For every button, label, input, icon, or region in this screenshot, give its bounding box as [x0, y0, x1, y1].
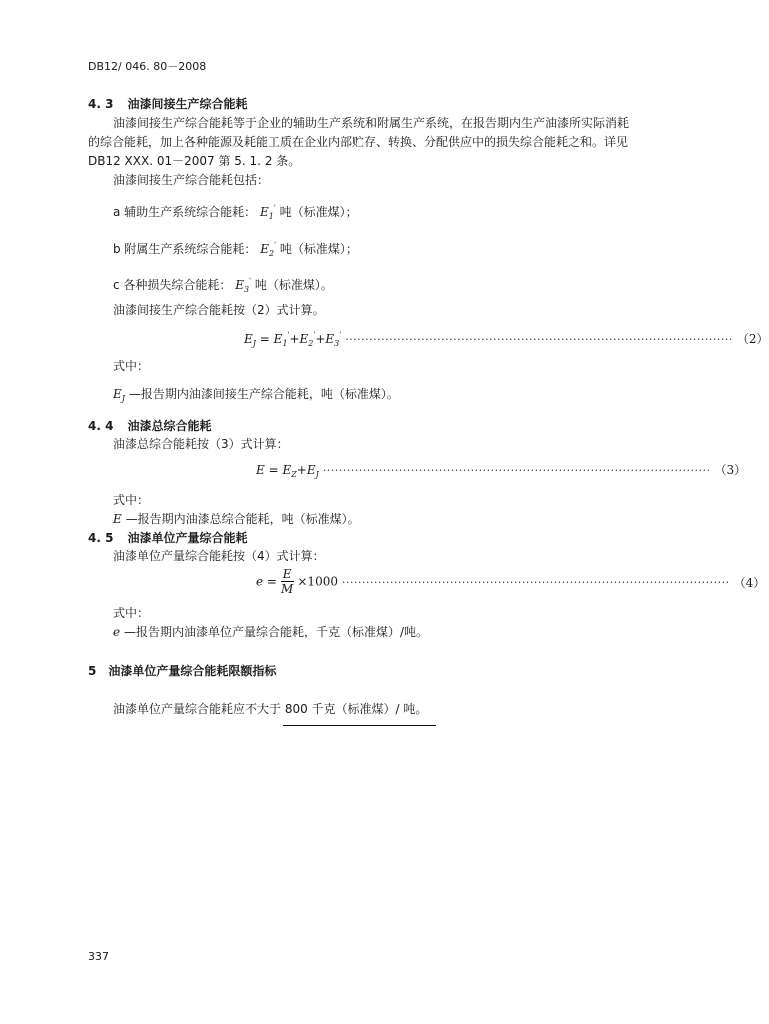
formula-expression: e = $\frac{E}{M}$ ×1000	[256, 567, 338, 596]
section-number: 4. 5	[88, 531, 114, 545]
leader-dots: ·································································································	[341, 575, 730, 589]
list-item-b: b 附属生产系统综合能耗： $E_2'$ 吨（标准煤）；	[113, 241, 358, 258]
section-title: 油漆间接生产综合能耗	[127, 97, 248, 111]
section-4-4-heading	[88, 418, 211, 434]
where-label: 式中：	[113, 606, 150, 620]
paragraph-line: DB12 XXX. 01－2007 第 5. 1. 2 条。	[88, 154, 301, 168]
section-4-5-heading	[88, 530, 247, 546]
formula-4	[256, 567, 766, 596]
definition-ej: $E_J$ —报告期内油漆间接生产综合能耗，吨（标准煤）。	[113, 387, 399, 403]
paragraph-line: 油漆间接生产综合能耗等于企业的辅助生产系统和附属生产系统，在报告期内生产油漆所实际消耗	[113, 116, 630, 130]
formula-intro: 油漆总综合能耗按（3）式计算：	[113, 437, 289, 451]
formula-intro: 油漆单位产量综合能耗按（4）式计算：	[113, 549, 325, 563]
symbol-e: E	[113, 512, 122, 526]
section-title: 油漆单位产量综合能耗	[127, 531, 248, 545]
includes-line: 油漆间接生产综合能耗包括：	[113, 173, 270, 187]
formula-3	[256, 461, 747, 479]
formula-2	[244, 330, 769, 348]
symbol-e1: $E_1'$	[260, 204, 276, 221]
limit-text: 油漆单位产量综合能耗应不大于 800 千克（标准煤）/ 吨。	[113, 702, 428, 716]
section-number: 4. 3	[88, 97, 114, 111]
where-label: 式中：	[113, 359, 150, 373]
definition-e-small: e —报告期内油漆单位产量综合能耗，千克（标准煤）/吨。	[113, 625, 428, 639]
section-title: 油漆单位产量综合能耗限额指标	[108, 664, 277, 678]
end-rule	[283, 725, 436, 726]
where-label: 式中：	[113, 493, 150, 507]
document-code: DB12/ 046. 80－2008	[88, 60, 207, 73]
symbol-e3: $E_3'$	[235, 277, 252, 294]
paragraph-line: 的综合能耗，加上各种能源及耗能工质在企业内部贮存、转换、分配供应中的损失综合能耗之和。详见	[88, 135, 629, 149]
section-number: 4. 4	[88, 419, 114, 433]
leader-dots: ·································································································	[345, 333, 733, 346]
section-number: 5	[88, 664, 97, 678]
equation-number: （2）	[736, 332, 769, 346]
list-item-c: c 各种损失综合能耗： $E_3'$ 吨（标准煤）。	[113, 277, 333, 294]
symbol-e-small: e	[113, 625, 121, 639]
symbol-ej: $E_J$	[113, 387, 125, 403]
formula-expression: $E = E_Z+E_J$	[256, 463, 319, 479]
formula-intro: 油漆间接生产综合能耗按（2）式计算。	[113, 303, 325, 317]
fraction: $\frac{E}{M}$	[281, 567, 294, 596]
page-number: 337	[88, 950, 109, 963]
equation-number: （3）	[714, 463, 747, 477]
section-4-3-heading	[88, 96, 247, 112]
list-item-a: a 辅助生产系统综合能耗： $E_1'$ 吨（标准煤）；	[113, 204, 358, 221]
section-5-heading	[88, 663, 276, 679]
leader-dots: ·································································································	[322, 464, 711, 477]
formula-expression: $E_J = E_1'+E_2'+E_3'$	[244, 331, 342, 348]
symbol-e2: $E_2'$	[260, 241, 277, 258]
equation-number: （4）	[733, 575, 766, 590]
section-title: 油漆总综合能耗	[127, 419, 212, 433]
definition-e: E —报告期内油漆总综合能耗，吨（标准煤）。	[113, 512, 360, 526]
